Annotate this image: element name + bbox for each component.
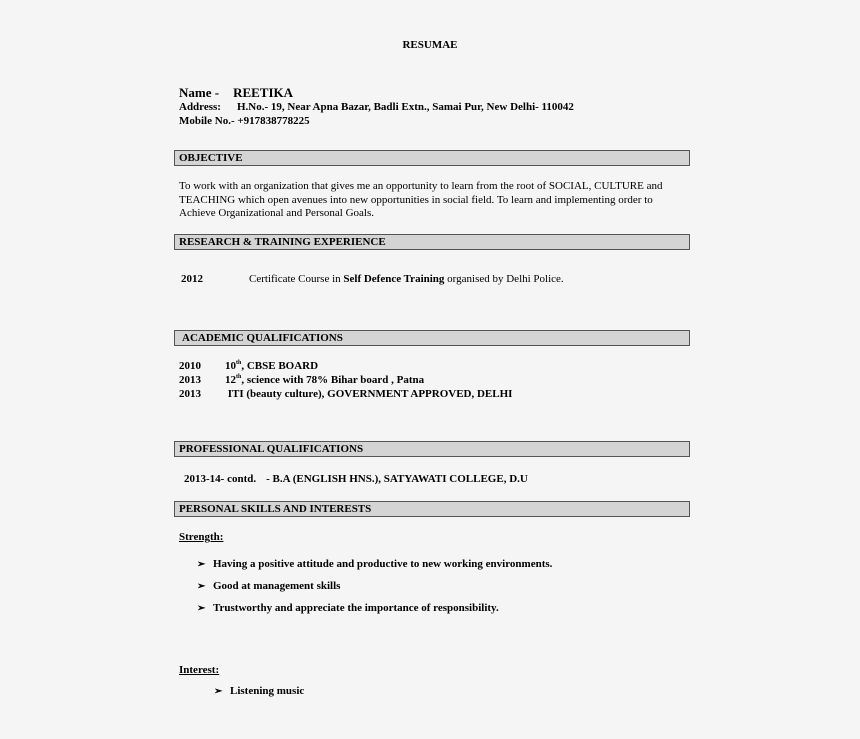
academic-detail: , CBSE BOARD [241, 360, 319, 372]
strength-heading: Strength: [179, 531, 224, 543]
name-value: REETIKA [233, 85, 294, 100]
document-title: RESUMAE [402, 39, 458, 51]
interest-heading: Interest: [179, 664, 220, 676]
strength-item [197, 602, 499, 614]
interest-text: Listening music [230, 685, 305, 697]
mobile-line: Mobile No.- +917838778225 [179, 115, 310, 127]
academic-class: 12 [225, 374, 236, 386]
interest-item [214, 685, 304, 697]
academic-detail: , science with 78% Bihar board , Patna [241, 374, 425, 386]
address-line [179, 101, 574, 113]
strength-text: Having a positive attitude and productive to new working environments. [213, 558, 553, 570]
address-value: H.No.- 19, Near Apna Bazar, Badli Extn., Samai Pur, New Delhi- 110042 [236, 101, 574, 113]
strength-text: Good at management skills [213, 580, 341, 592]
bullet-arrow-icon: ➢ [214, 686, 223, 697]
academic-ordinal: th [236, 360, 242, 366]
training-text-pre: Certificate Course in [249, 273, 344, 285]
section-heading-academic: ACADEMIC QUALIFICATIONS [174, 330, 690, 346]
name-label: Name - [179, 85, 220, 100]
section-heading-professional: PROFESSIONAL QUALIFICATIONS [174, 441, 690, 457]
academic-year: 2013 [179, 374, 201, 386]
strength-text: Trustworthy and appreciate the importance of responsibility. [213, 602, 499, 614]
academic-detail: ITI (beauty culture), GOVERNMENT APPROVED, DELHI [225, 388, 513, 400]
academic-year: 2013 [179, 388, 201, 400]
academic-row [179, 388, 512, 400]
training-text-post: organised by Delhi Police. [444, 273, 564, 285]
name-line [179, 85, 293, 101]
bullet-arrow-icon: ➢ [197, 603, 206, 614]
training-course-name: Self Defence Training [343, 273, 445, 285]
bullet-arrow-icon: ➢ [197, 559, 206, 570]
bullet-arrow-icon: ➢ [197, 581, 206, 592]
strength-item [197, 558, 552, 570]
address-label: Address: [179, 101, 221, 113]
academic-year: 2010 [179, 360, 201, 372]
professional-line [184, 473, 528, 485]
section-heading-personal: PERSONAL SKILLS AND INTERESTS [174, 501, 690, 517]
strength-item [197, 580, 340, 592]
academic-ordinal: th [236, 374, 242, 380]
section-heading-research: RESEARCH & TRAINING EXPERIENCE [174, 234, 690, 250]
academic-row [179, 360, 318, 372]
academic-row [179, 374, 424, 386]
objective-text: To work with an organization that gives me an opportunity to learn from the root of SOCIAL, CULTURE and TEACHING which open avenues into new opportunities in social field. To learn and implementing order to Achieve Organizational and Personal Goals. [179, 180, 663, 219]
professional-years: 2013-14- contd. [184, 473, 257, 485]
academic-class: 10 [225, 360, 236, 372]
training-year: 2012 [181, 273, 203, 285]
training-description [249, 273, 564, 285]
section-heading-objective: OBJECTIVE [174, 150, 690, 166]
professional-detail: - B.A (ENGLISH HNS.), SATYAWATI COLLEGE, D.U [266, 473, 528, 485]
